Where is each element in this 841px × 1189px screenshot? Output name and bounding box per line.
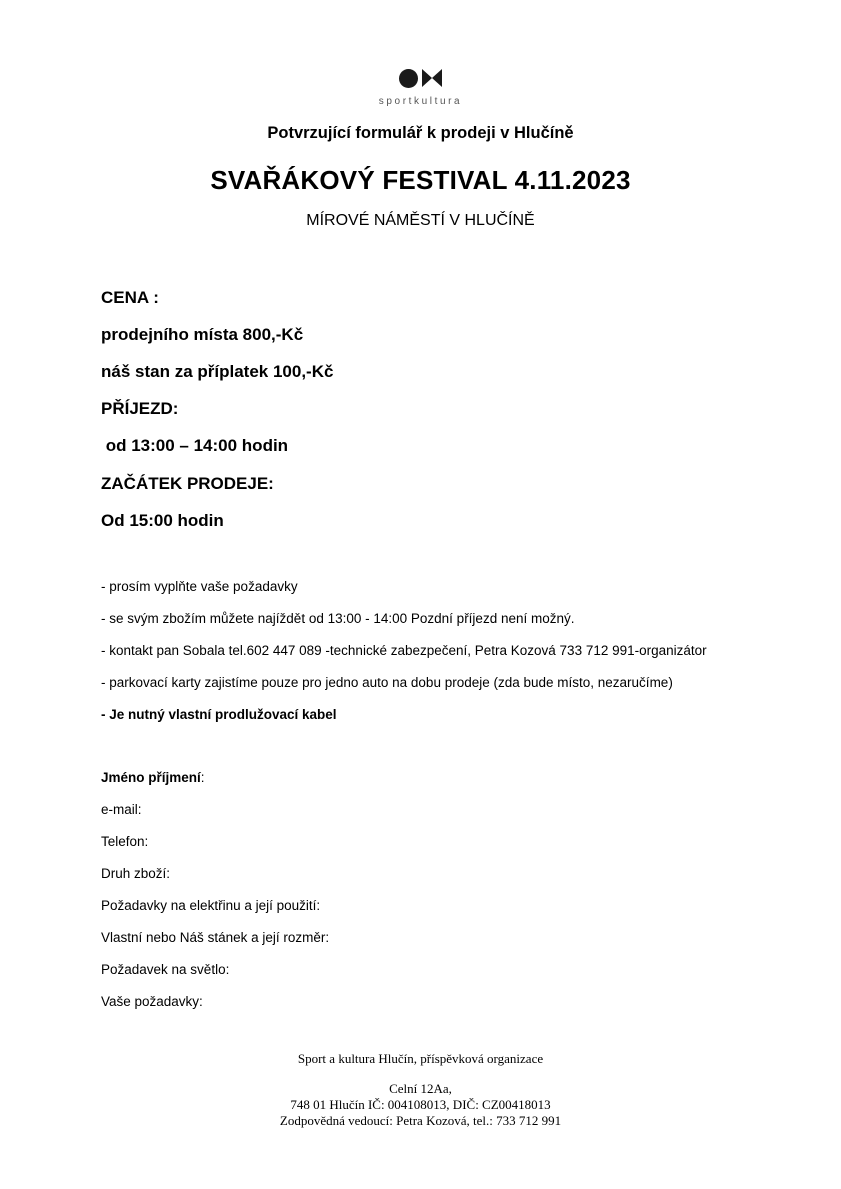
- price-stand: prodejního místa 800,-Kč: [101, 325, 304, 344]
- field-phone: Telefon:: [101, 834, 149, 849]
- logo-circle-icon: [399, 69, 418, 88]
- price-tent: náš stan za příplatek 100,-Kč: [101, 362, 334, 381]
- field-light: Požadavek na světlo:: [101, 962, 230, 977]
- field-name-label: Jméno příjmení: [101, 770, 201, 785]
- festival-title: SVAŘÁKOVÝ FESTIVAL 4.11.2023: [210, 165, 631, 195]
- sale-heading: ZAČÁTEK PRODEJE:: [101, 474, 274, 493]
- field-name-colon: :: [200, 770, 205, 785]
- venue: MÍROVÉ NÁMĚSTÍ V HLUČÍNĚ: [306, 212, 535, 229]
- sportkultura-logo: [0, 66, 841, 93]
- footer-ids: 748 01 Hlučín IČ: 004108013, DIČ: CZ00418013: [290, 1097, 551, 1112]
- field-requests: Vaše požadavky:: [101, 994, 203, 1009]
- field-goods: Druh zboží:: [101, 866, 171, 881]
- footer-manager: Zodpovědná vedoucí: Petra Kozová, tel.: 733 712 991: [279, 1113, 562, 1128]
- logo-bowtie-icon: [421, 68, 443, 88]
- note-item: - se svým zbožím můžete najíždět od 13:00 - 14:00 Pozdní příjezd není možný.: [101, 611, 575, 626]
- price-heading: CENA :: [101, 288, 159, 307]
- arrival-time: od 13:00 – 14:00 hodin: [101, 436, 289, 455]
- field-email: e-mail:: [101, 802, 142, 817]
- note-item: - parkovací karty zajistíme pouze pro jedno auto na dobu prodeje (zda bude místo, nezaručíme): [101, 675, 673, 690]
- form-subtitle: Potvrzující formulář k prodeji v Hlučíně: [267, 124, 574, 142]
- footer-org: Sport a kultura Hlučín, příspěvková organizace: [297, 1051, 544, 1066]
- field-stand: Vlastní nebo Náš stánek a její rozměr:: [101, 930, 330, 945]
- note-item-bold: - Je nutný vlastní prodlužovací kabel: [101, 707, 337, 722]
- sale-time: Od 15:00 hodin: [101, 511, 224, 530]
- field-name: [101, 770, 205, 785]
- logo-text: sportkultura: [378, 96, 463, 107]
- sportkultura-logo-icon: [399, 66, 443, 90]
- note-item: - kontakt pan Sobala tel.602 447 089 -technické zabezpečení, Petra Kozová 733 712 991-organizátor: [101, 643, 707, 658]
- footer-address: Celní 12Aa,: [389, 1081, 452, 1096]
- note-item: - prosím vyplňte vaše požadavky: [101, 579, 298, 594]
- arrival-heading: PŘÍJEZD:: [101, 399, 179, 418]
- field-electricity: Požadavky na elektřinu a její použití:: [101, 898, 321, 913]
